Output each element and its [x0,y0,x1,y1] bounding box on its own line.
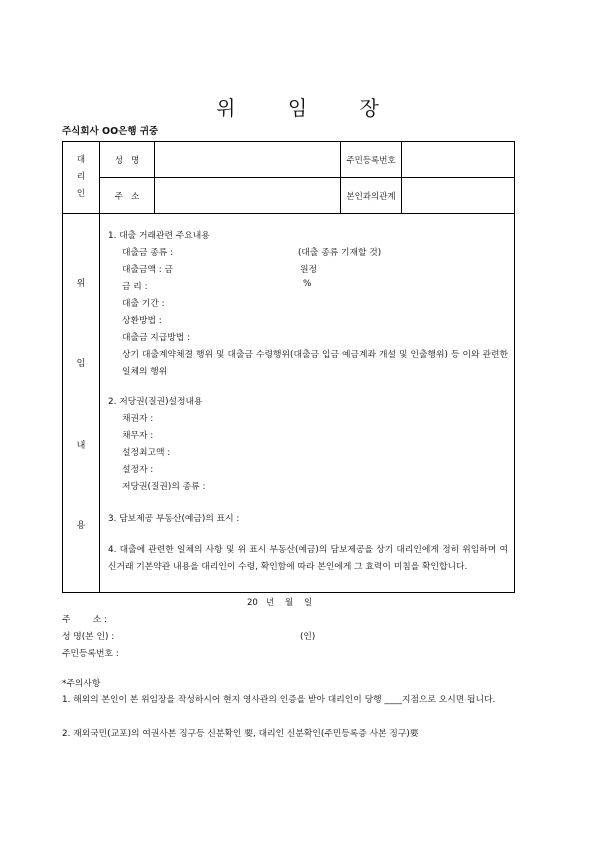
mandate-side-char-4: 용 [76,521,86,531]
addressee: 주식회사 OO은행 귀중 [62,126,159,137]
section3-heading: 3. 담보제공 부동산(예금)의 표시 : [108,514,240,524]
max-amount-label: 설정최고액 : [122,448,171,458]
section1-heading: 1. 대출 거래관련 주요내용 [108,231,210,241]
agent-table [62,141,515,214]
section4-text: 4. 대출에 관련한 일체의 사항 및 위 표시 부동산(예금)의 담보제공을 상기 대리인에게 정히 위임하며 여신거래 기본약관 내용을 대리인이 수령, 확인함에 따라 본인에게 그 효력이 미침을 확인합니다. [108,545,508,572]
principal-address-label: 주 소 : [62,615,108,625]
principal-seal: (인) [300,632,316,642]
section2-heading: 2. 저당권(질권)설정내용 [108,397,203,407]
creditor-label: 채권자 : [122,414,154,424]
principal-name-label: 성 명(본 인) : [62,632,115,642]
agent-relation-field[interactable] [402,178,515,214]
principal-id-label: 주민등록번호 : [62,649,119,659]
agent-name-field[interactable] [155,142,341,178]
agent-address-field[interactable] [155,178,341,214]
mandate-side-char-1: 위 [76,279,86,289]
agent-side-char-1: 대 [76,155,86,165]
mandate-box [62,213,515,593]
document-title: 위 임 장 [216,96,379,120]
mortgage-kind-label: 저당권(질권)의 종류 : [122,482,206,492]
date-line: 20 년 월 일 [247,598,313,608]
mandate-side-label [63,213,100,592]
repayment-method-label: 상환방법 : [122,316,162,326]
setter-label: 설정자 : [122,465,154,475]
loan-type-note: (대출 종류 기재할 것) [298,248,382,258]
loan-amount-label: 대출금액 : 금 [122,265,174,275]
agent-id-label: 주민등록번호 [341,142,402,178]
interest-rate-label: 금 리 : [122,282,148,292]
agent-side-char-2: 리 [76,172,86,182]
notes-heading: *주의사항 [62,679,101,689]
interest-rate-unit: % [303,279,312,289]
agent-id-field[interactable] [402,142,515,178]
note-item-1: 1. 해외의 본인이 본 위임장을 작성하시어 현지 영사관의 인증을 받아 대리인이 당행 ____지점으로 오시면 됩니다. [62,695,496,705]
loan-period-label: 대출 기간 : [122,299,165,309]
agent-name-label: 성 명 [100,142,155,178]
loan-type-label: 대출금 종류 : [122,248,174,258]
loan-amount-unit: 원정 [300,265,317,275]
disbursement-method-label: 대출금 지급방법 : [122,333,191,343]
debtor-label: 채무자 : [122,431,154,441]
agent-side-char-3: 인 [76,189,86,199]
mandate-side-char-3: 내 [76,441,86,451]
note-item-2: 2. 재외국민(교포)의 여권사본 징구등 신분확인 要, 대리인 신분확인(주민등록증 사본 징구)要 [62,729,419,739]
agent-relation-label: 본인과의관계 [341,178,402,214]
agent-address-label: 주 소 [100,178,155,214]
mandate-side-char-2: 임 [76,359,86,369]
agent-side-label [63,142,100,214]
disbursement-method-text: 상기 대출계약체결 행위 및 대출금 수령행위(대출금 입금 예금계좌 개설 및 인출행위) 등 이와 관련한 일체의 행위 [122,350,508,377]
